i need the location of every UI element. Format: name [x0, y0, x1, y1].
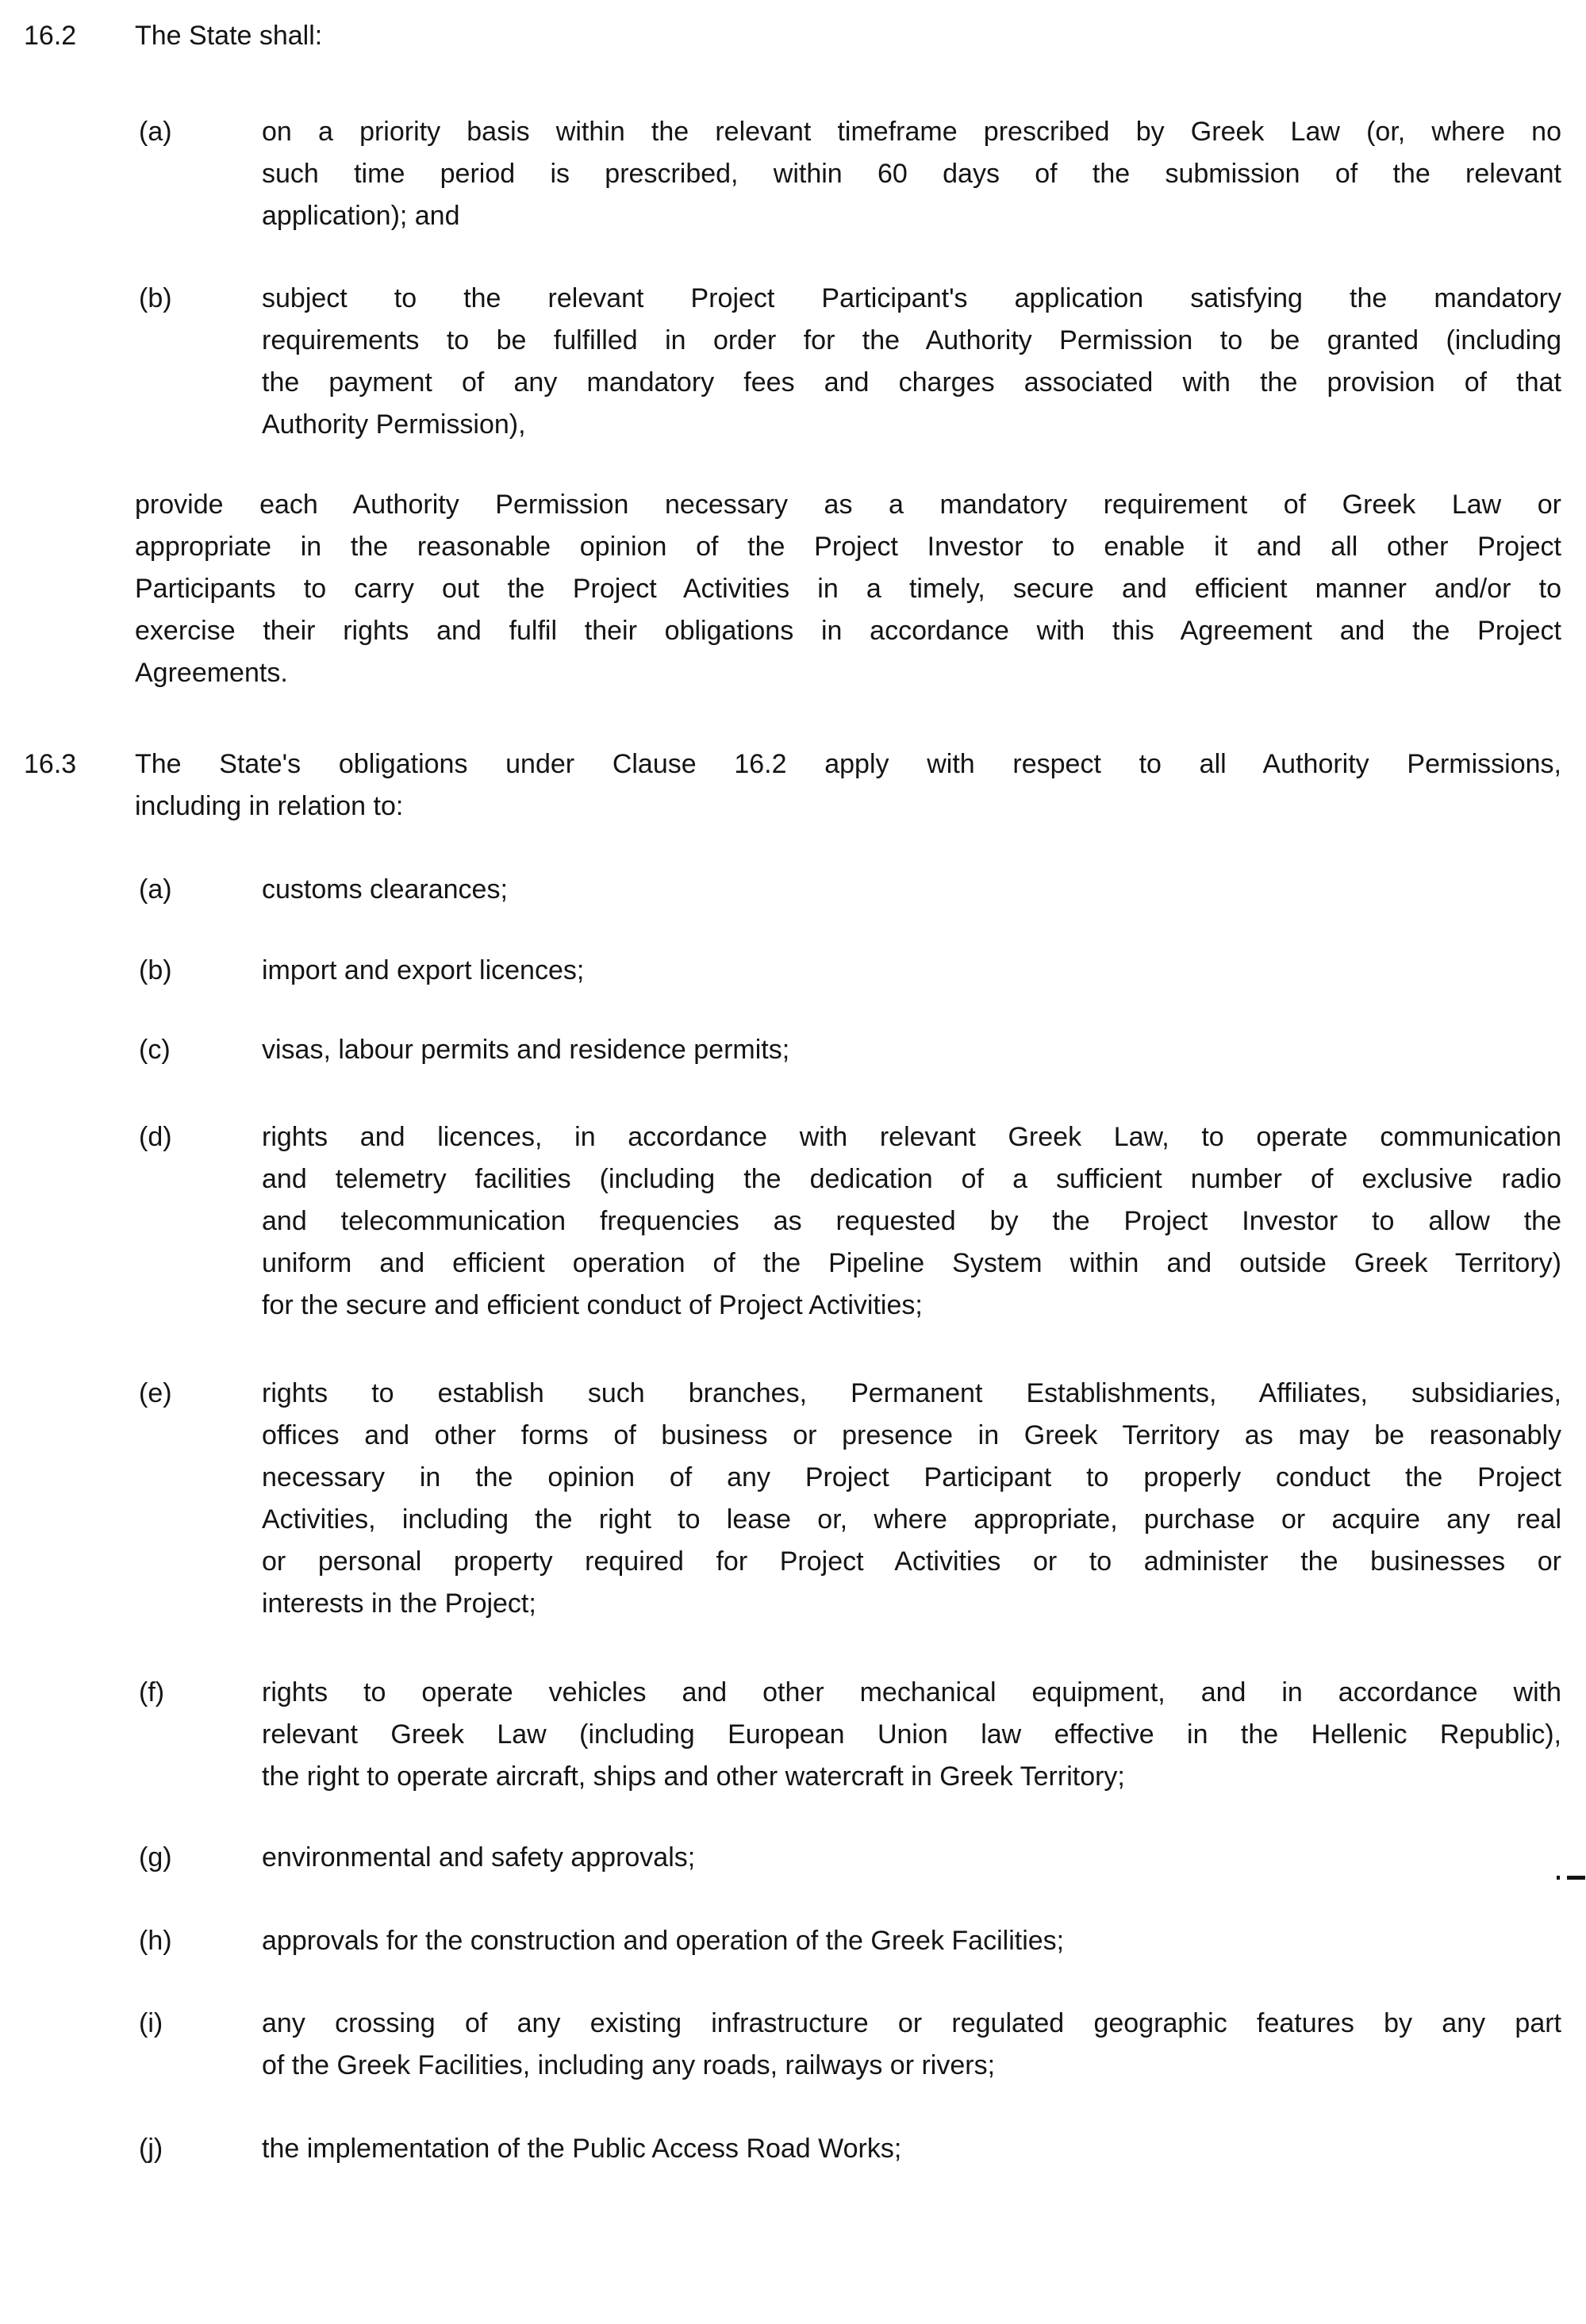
text-line: and telemetry facilities (including the dedication of a sufficient number of exclusive radio	[262, 1164, 1561, 1194]
text-line: visas, labour permits and residence permits;	[262, 1035, 790, 1065]
subitem-letter: (d)	[139, 1122, 172, 1152]
text-line: application); and	[262, 201, 460, 231]
subitem-letter: (b)	[139, 283, 172, 313]
text-line: Authority Permission),	[262, 409, 526, 440]
subitem-text	[262, 1837, 1561, 1879]
text-line: customs clearances;	[262, 874, 508, 905]
text-line: The State's obligations under Clause 16.2 apply with respect to all Authority Permissions,	[135, 749, 1561, 779]
subitem-text	[262, 869, 1561, 911]
clause-16-2	[24, 15, 1561, 694]
subitem-letter: (g)	[139, 1842, 172, 1873]
text-line: Agreements.	[135, 658, 288, 688]
text-line: subject to the relevant Project Participant's application satisfying the mandatory	[262, 283, 1561, 313]
text-line: the payment of any mandatory fees and charges associated with the provision of that	[262, 367, 1561, 398]
subitem-16-3-c	[139, 1029, 1561, 1071]
clause-intro	[135, 743, 1561, 828]
text-line: such time period is prescribed, within 60 days of the submission of the relevant	[262, 159, 1561, 189]
subitem-letter: (b)	[139, 955, 172, 985]
text-line: offices and other forms of business or presence in Greek Territory as may be reasonably	[262, 1420, 1561, 1450]
scan-artifact-dot	[1557, 1876, 1560, 1880]
subitem-16-3-d	[139, 1116, 1561, 1327]
subitem-16-3-f	[139, 1672, 1561, 1798]
text-line: the right to operate aircraft, ships and other watercraft in Greek Territory;	[262, 1761, 1125, 1792]
text-line: Participants to carry out the Project Activities in a timely, secure and efficient manner and/or to	[135, 574, 1561, 604]
clause-16-3-heading	[24, 743, 1561, 828]
text-line: rights to establish such branches, Permanent Establishments, Affiliates, subsidiaries,	[262, 1378, 1561, 1408]
subitem-text	[262, 1116, 1561, 1327]
subitem-16-3-j	[139, 2128, 1561, 2170]
text-line: necessary in the opinion of any Project Participant to properly conduct the Project	[262, 1462, 1561, 1492]
subitem-text	[262, 2003, 1561, 2087]
subitem-text	[262, 1029, 1561, 1071]
subitem-16-3-e	[139, 1373, 1561, 1625]
subitem-16-3-b	[139, 950, 1561, 992]
subitem-text	[262, 2128, 1561, 2170]
subitem-letter: (j)	[139, 2134, 163, 2164]
text-line: rights and licences, in accordance with relevant Greek Law, to operate communication	[262, 1122, 1561, 1152]
text-line: import and export licences;	[262, 955, 585, 985]
subitem-letter: (i)	[139, 2008, 163, 2038]
clause-number: 16.3	[24, 749, 77, 779]
clause-16-3	[24, 743, 1561, 2170]
scan-artifact-dash	[1567, 1876, 1585, 1880]
subitem-text	[262, 278, 1561, 446]
number-gutter	[24, 484, 135, 694]
subitem-text	[262, 950, 1561, 992]
text-line: and telecommunication frequencies as requested by the Project Investor to allow the	[262, 1206, 1561, 1236]
text-line: or personal property required for Project Activities or to administer the businesses or	[262, 1546, 1561, 1577]
subitem-16-2-b	[139, 278, 1561, 446]
text-line: rights to operate vehicles and other mechanical equipment, and in accordance with	[262, 1677, 1561, 1707]
text-line: interests in the Project;	[262, 1588, 536, 1619]
subitem-text	[262, 1920, 1561, 1962]
clause-16-2-heading	[24, 15, 1561, 57]
closing-paragraph	[135, 484, 1561, 694]
subitem-16-3-a	[139, 869, 1561, 911]
text-line: exercise their rights and fulfil their obligations in accordance with this Agreement and the Project	[135, 616, 1561, 646]
subitem-letter: (f)	[139, 1677, 165, 1707]
scan-artifact-mark	[1557, 1876, 1585, 1918]
text-line: provide each Authority Permission necessary as a mandatory requirement of Greek Law or	[135, 490, 1561, 520]
subitem-text	[262, 1373, 1561, 1625]
subitem-letter: (h)	[139, 1926, 172, 1956]
text-line: appropriate in the reasonable opinion of the Project Investor to enable it and all other Project	[135, 532, 1561, 562]
subitem-letter: (a)	[139, 117, 172, 147]
text-line: requirements to be fulfilled in order for the Authority Permission to be granted (including	[262, 325, 1561, 355]
text-line: relevant Greek Law (including European Union law effective in the Hellenic Republic),	[262, 1719, 1561, 1750]
text-line: environmental and safety approvals;	[262, 1842, 696, 1873]
subitem-16-3-h	[139, 1920, 1561, 1962]
subitem-text	[262, 111, 1561, 237]
subitem-16-3-g	[139, 1837, 1561, 1879]
subitem-letter: (e)	[139, 1378, 172, 1408]
text-line: of the Greek Facilities, including any roads, railways or rivers;	[262, 2050, 996, 2080]
text-line: any crossing of any existing infrastructure or regulated geographic features by any part	[262, 2008, 1561, 2038]
clause-intro: The State shall:	[135, 21, 323, 51]
text-line: for the secure and efficient conduct of Project Activities;	[262, 1290, 923, 1320]
text-line: on a priority basis within the relevant timeframe prescribed by Greek Law (or, where no	[262, 117, 1561, 147]
subitem-letter: (a)	[139, 874, 172, 905]
clause-16-2-closing	[24, 484, 1561, 694]
text-line: approvals for the construction and operation of the Greek Facilities;	[262, 1926, 1065, 1956]
subitem-16-3-i	[139, 2003, 1561, 2087]
text-line: uniform and efficient operation of the Pipeline System within and outside Greek Territory)	[262, 1248, 1561, 1278]
clause-number: 16.2	[24, 21, 77, 51]
text-line: including in relation to:	[135, 791, 404, 821]
text-line: the implementation of the Public Access Road Works;	[262, 2134, 902, 2164]
subitem-16-2-a	[139, 111, 1561, 237]
subitem-text	[262, 1672, 1561, 1798]
text-line: Activities, including the right to lease or, where appropriate, purchase or acquire any real	[262, 1504, 1561, 1535]
subitem-letter: (c)	[139, 1035, 171, 1065]
